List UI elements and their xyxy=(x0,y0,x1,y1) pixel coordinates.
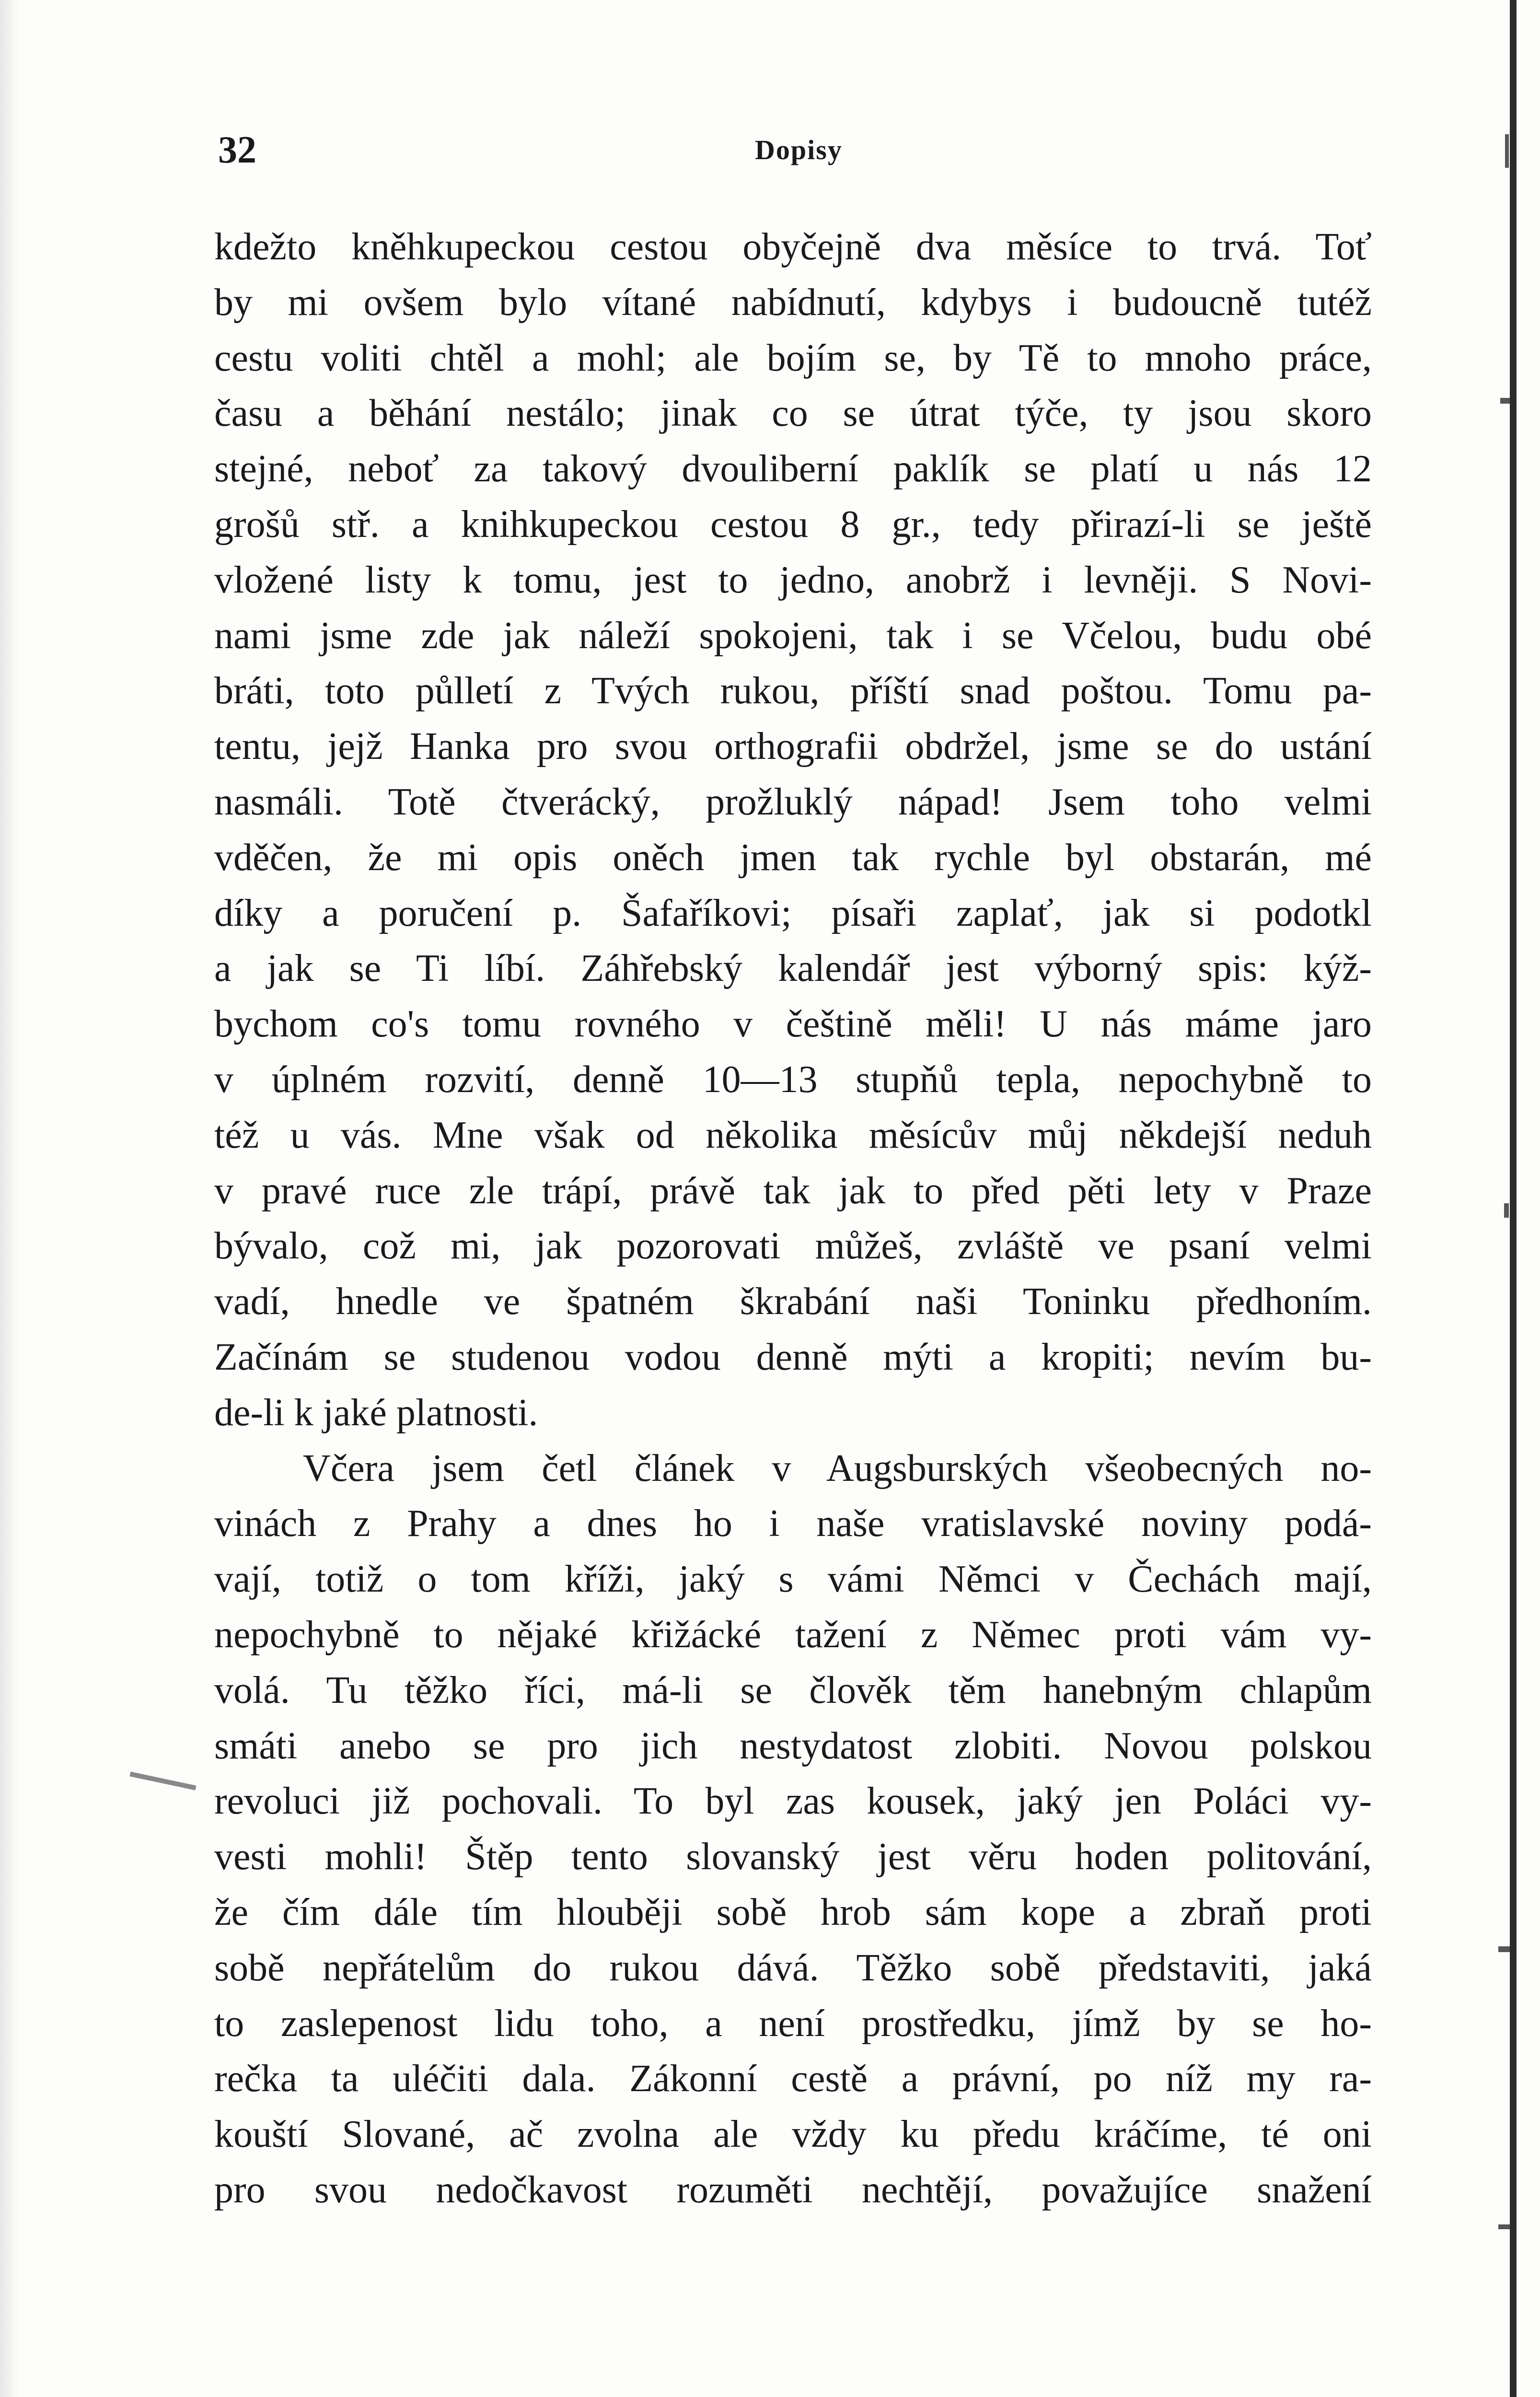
text-line: v úplném rozvití, denně 10—13 stupňů tepla, nepochybně to xyxy=(214,1058,1372,1101)
text-line: času a běhání nestálo; jinak co se útrat týče, ty jsou skoro xyxy=(214,392,1372,435)
text-line: bráti, toto půlletí z Tvých rukou, příští snad poštou. Tomu pa- xyxy=(214,670,1372,712)
text-line: Začínám se studenou vodou denně mýti a kropiti; nevím bu- xyxy=(214,1336,1372,1378)
text-line: bychom co's tomu rovného v češtině měli! U nás máme jaro xyxy=(214,1003,1372,1046)
text-line: revoluci již pochovali. To byl zas kousek, jaký jen Poláci vy- xyxy=(214,1780,1372,1823)
body-text xyxy=(214,220,1372,2218)
text-line: že čím dále tím hlouběji sobě hrob sám kope a zbraň proti xyxy=(214,1891,1372,1933)
text-line: tentu, jejž Hanka pro svou orthografii obdržel, jsme se do ustání xyxy=(214,725,1372,768)
text-line: vložené listy k tomu, jest to jedno, anobrž i levněji. S Novi- xyxy=(214,559,1372,601)
text-line: stejné, neboť za takový dvouliberní paklík se platí u nás 12 xyxy=(214,448,1372,490)
text-line: cestu voliti chtěl a mohl; ale bojím se, by Tě to mnoho práce, xyxy=(214,337,1372,379)
text-line: nami jsme zde jak náleží spokojeni, tak i se Včelou, budu obé xyxy=(214,614,1372,657)
page-right-edge xyxy=(1510,0,1517,2397)
scan-mark xyxy=(1505,134,1509,168)
page-number: 32 xyxy=(218,129,256,171)
paragraph-start-line: Včera jsem četl článek v Augsburských všeobecných no- xyxy=(303,1447,1372,1489)
text-line: vinách z Prahy a dnes ho i naše vratislavské noviny podá- xyxy=(214,1502,1372,1545)
scan-mark xyxy=(1498,1946,1510,1952)
running-title: Dopisy xyxy=(755,134,843,165)
text-line: díky a poručení p. Šafaříkovi; písaři zaplať, jak si podotkl xyxy=(214,892,1372,934)
page-left-shadow xyxy=(0,0,19,2397)
text-line: v pravé ruce zle trápí, právě tak jak to před pěti lety v Praze xyxy=(214,1169,1372,1212)
text-line: by mi ovšem bylo vítané nabídnutí, kdybys i budoucně tutéž xyxy=(214,281,1372,324)
text-line: volá. Tu těžko říci, má-li se člověk těm hanebným chlapům xyxy=(214,1669,1372,1711)
text-line: grošů stř. a knihkupeckou cestou 8 gr., tedy přirazí-li se ještě xyxy=(214,503,1372,546)
scan-mark xyxy=(1504,1203,1509,1218)
page-header xyxy=(218,124,1366,176)
text-line: též u vás. Mne však od několika měsícův můj někdejší neduh xyxy=(214,1114,1372,1156)
scan-mark xyxy=(1498,2224,1510,2229)
text-line: kdežto kněhkupeckou cestou obyčejně dva měsíce to trvá. Toť xyxy=(214,226,1372,268)
text-line: vají, totiž o tom kříži, jaký s vámi Němci v Čechách mají, xyxy=(214,1558,1372,1601)
text-line: sobě nepřátelům do rukou dává. Těžko sobě představiti, jaká xyxy=(214,1946,1372,1989)
text-line: rečka ta uléčiti dala. Zákonní cestě a právní, po níž my ra- xyxy=(214,2058,1372,2100)
text-line: to zaslepenost lidu toho, a není prostředku, jímž by se ho- xyxy=(214,2002,1372,2045)
text-line: kouští Slované, ač zvolna ale vždy ku předu kráčíme, té oni xyxy=(214,2113,1372,2156)
scan-mark xyxy=(129,1772,196,1791)
text-line: vesti mohli! Štěp tento slovanský jest věru hoden politování, xyxy=(214,1836,1372,1878)
text-line: a jak se Ti líbí. Záhřebský kalendář jest výborný spis: kýž- xyxy=(214,947,1372,990)
scan-mark xyxy=(1500,398,1510,404)
text-line: vadí, hnedle ve špatném škrabání naši Toninku předhoním. xyxy=(214,1280,1372,1323)
text-line: vděčen, že mi opis oněch jmen tak rychle byl obstarán, mé xyxy=(214,836,1372,879)
text-line: nepochybně to nějaké křižácké tažení z Němec proti vám vy- xyxy=(214,1613,1372,1656)
text-line: smáti anebo se pro jich nestydatost zlobiti. Novou polskou xyxy=(214,1724,1372,1767)
text-line: nasmáli. Totě čtverácký, prožluklý nápad! Jsem toho velmi xyxy=(214,780,1372,823)
paragraph-end-line: de-li k jaké platnosti. xyxy=(214,1391,538,1434)
text-line: bývalo, což mi, jak pozorovati můžeš, zvláště ve psaní velmi xyxy=(214,1225,1372,1268)
text-line: pro svou nedočkavost rozuměti nechtějí, považujíce snažení xyxy=(214,2168,1372,2211)
